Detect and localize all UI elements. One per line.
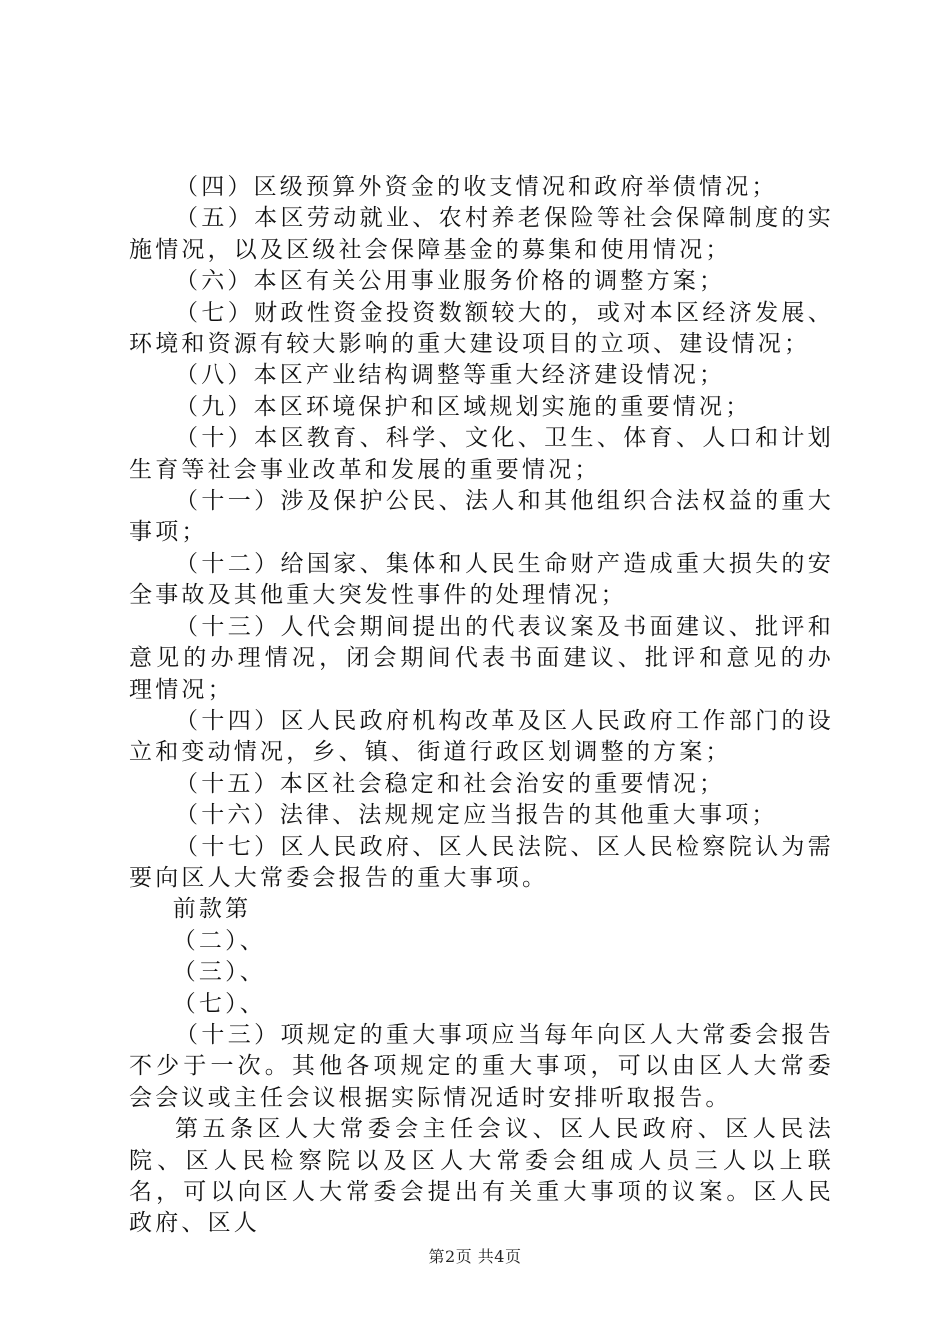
paragraph-item-7: （七）财政性资金投资数额较大的，或对本区经济发展、环境和资源有较大影响的重大建设项目的立项、建设情况； [129, 299, 834, 358]
paragraph-preceding-clause: 前款第 [172, 896, 252, 923]
page-number-footer: 第2页 共4页 [428, 1247, 522, 1266]
paragraph-fragment-13: （十三）项规定的重大事项应当每年向区人大常委会报告不少于一次。其他各项规定的重大事项，可以由区人大常委会会议或主任会议根据实际情况适时安排听取报告。 [129, 1021, 834, 1111]
paragraph-item-4: （四）区级预算外资金的收支情况和政府举债情况； [175, 174, 778, 200]
paragraph-item-8: （八）本区产业结构调整等重大经济建设情况； [175, 362, 726, 389]
paragraph-item-11: （十一）涉及保护公民、法人和其他组织合法权益的重大事项； [129, 488, 834, 546]
paragraph-item-14: （十四）区人民政府机构改革及区人民政府工作部门的设立和变动情况，乡、镇、街道行政区划调整的方案； [129, 707, 834, 766]
paragraph-item-10: （十）本区教育、科学、文化、卫生、体育、人口和计划生育等社会事业改革和发展的重要情况； [129, 425, 834, 483]
paragraph-fragment-7: （七）、 [172, 990, 266, 1017]
paragraph-item-9: （九）本区环境保护和区域规划实施的重要情况； [175, 393, 752, 420]
paragraph-item-5: （五）本区劳动就业、农村养老保险等社会保障制度的实施情况，以及区级社会保障基金的募集和使用情况； [129, 205, 834, 263]
paragraph-item-15: （十五）本区社会稳定和社会治安的重要情况； [175, 770, 726, 797]
paragraph-fragment-2: （二）、 [172, 927, 266, 954]
paragraph-item-6: （六）本区有关公用事业服务价格的调整方案； [175, 268, 726, 295]
paragraph-item-17: （十七）区人民政府、区人民法院、区人民检察院认为需要向区人大常委会报告的重大事项。 [129, 833, 834, 891]
paragraph-item-13: （十三）人代会期间提出的代表议案及书面建议、批评和意见的办理情况，闭会期间代表书面建议、批评和意见的办理情况； [129, 613, 834, 703]
paragraph-fragment-3: （三）、 [172, 959, 266, 986]
paragraph-article-5: 第五条区人大常委会主任会议、区人民政府、区人民法院、区人民检察院以及区人大常委会组成人员三人以上联名，可以向区人大常委会提出有关重大事项的议案。区人民政府、区人 [129, 1116, 834, 1237]
paragraph-item-16: （十六）法律、法规规定应当报告的其他重大事项； [175, 802, 778, 829]
paragraph-item-12: （十二）给国家、集体和人民生命财产造成重大损失的安全事故及其他重大突发性事件的处理情况； [129, 550, 834, 609]
document-body [129, 172, 834, 1240]
